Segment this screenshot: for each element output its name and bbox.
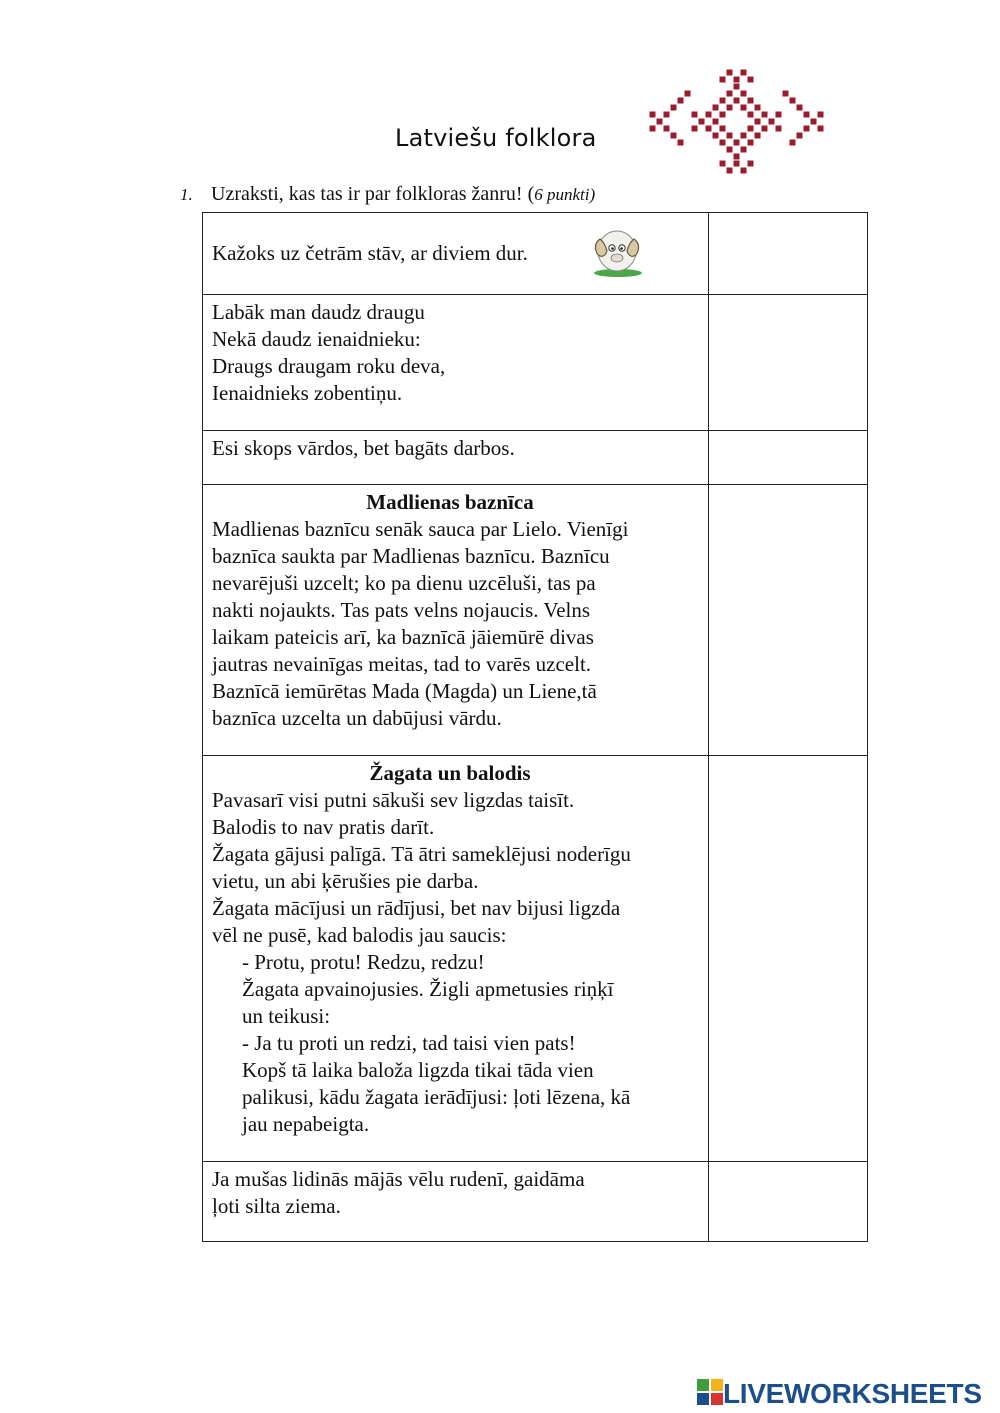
text-line: baznīca saukta par Madlienas baznīcu. Baznīcu xyxy=(212,544,610,568)
text-line: Kopš tā laika baloža ligzda tikai tāda vien xyxy=(242,1058,594,1082)
text-line: jautras nevainīgas meitas, tad to varēs uzcelt. xyxy=(212,652,592,676)
text-line: baznīca uzcelta un dabūjusi vārdu. xyxy=(212,706,502,730)
story-heading: Žagata un balodis xyxy=(369,761,531,785)
table-row xyxy=(203,485,868,756)
answer-cell-6[interactable] xyxy=(709,1162,868,1242)
logo-text: LIVEWORKSHEETS xyxy=(723,1378,982,1409)
page-title: Latviešu folklora xyxy=(395,124,597,152)
riddle-cell xyxy=(203,213,709,295)
text-line: nevarējuši uzcelt; ko pa dienu uzcēluši, tas pa xyxy=(212,571,596,595)
text-line: ļoti silta ziema. xyxy=(212,1194,341,1218)
text-line: vietu, un abi ķērušies pie darba. xyxy=(212,869,479,893)
legend-cell xyxy=(203,485,709,756)
riddle-text: Kažoks uz četrām stāv, ar diviem dur. xyxy=(212,241,528,265)
text-line: Pavasarī visi putni sākuši sev ligzdas taisīt. xyxy=(212,788,575,812)
text-line: Labāk man daudz draugu xyxy=(212,300,425,324)
text-line: Draugs draugam roku deva, xyxy=(212,354,446,378)
table-row xyxy=(203,213,868,295)
latvian-ornament-icon xyxy=(645,58,830,180)
text-line: Balodis to nav pratis darīt. xyxy=(212,815,435,839)
table-row xyxy=(203,756,868,1162)
text-line: Žagata mācījusi un rādījusi, bet nav bijusi ligzda xyxy=(212,896,621,920)
text-line: Baznīcā iemūrētas Mada (Magda) un Liene,tā xyxy=(212,679,597,703)
table-row xyxy=(203,295,868,431)
text-line: Esi skops vārdos, bet bagāts darbos. xyxy=(212,436,515,460)
fable-cell xyxy=(203,756,709,1162)
answer-cell-3[interactable] xyxy=(709,431,868,485)
answer-cell-2[interactable] xyxy=(709,295,868,431)
omen-cell xyxy=(203,1162,709,1242)
poem-cell xyxy=(203,295,709,431)
text-line: Madlienas baznīcu senāk sauca par Lielo. Vienīgi xyxy=(212,517,629,541)
question-text: Uzraksti, kas tas ir par folkloras žanru! xyxy=(211,183,523,205)
proverb-cell xyxy=(203,431,709,485)
question-number: 1. xyxy=(180,185,193,204)
table-row xyxy=(203,431,868,485)
text-line: jau nepabeigta. xyxy=(242,1112,370,1136)
liveworksheets-logo[interactable] xyxy=(697,1379,982,1409)
text-line: un teikusi: xyxy=(242,1004,331,1028)
text-line: Ienaidnieks zobentiņu. xyxy=(212,381,403,405)
answer-cell-4[interactable] xyxy=(709,485,868,756)
answer-cell-5[interactable] xyxy=(709,756,868,1162)
text-line: Žagata gājusi palīgā. Tā ātri sameklējusi noderīgu xyxy=(212,842,631,866)
text-line: Žagata apvainojusies. Žigli apmetusies riņķī xyxy=(242,977,614,1001)
story-heading: Madlienas baznīca xyxy=(366,490,534,514)
text-line: Ja mušas lidinās mājās vēlu rudenī, gaidāma xyxy=(212,1167,585,1191)
text-line: nakti nojaukts. Tas pats velns nojaucis. Velns xyxy=(212,598,591,622)
text-line: palikusi, kādu žagata ierādījusi: ļoti lēzena, kā xyxy=(242,1085,631,1109)
answer-cell-1[interactable] xyxy=(709,213,868,295)
text-line: laikam pateicis arī, ka baznīcā jāiemūrē divas xyxy=(212,625,594,649)
text-line: Nekā daudz ienaidnieku: xyxy=(212,327,421,351)
text-line: - Protu, protu! Redzu, redzu! xyxy=(242,950,485,974)
text-line: - Ja tu proti un redzi, tad taisi vien pats! xyxy=(242,1031,576,1055)
genre-table xyxy=(202,212,868,1242)
question-1 xyxy=(180,183,595,206)
points-open: ( xyxy=(527,183,535,205)
text-line: vēl ne pusē, kad balodis jau saucis: xyxy=(212,923,507,947)
liveworksheets-logo-icon xyxy=(697,1379,723,1410)
table-row xyxy=(203,1162,868,1242)
sheep-icon xyxy=(587,219,647,279)
points-label: 6 punkti) xyxy=(534,185,596,204)
